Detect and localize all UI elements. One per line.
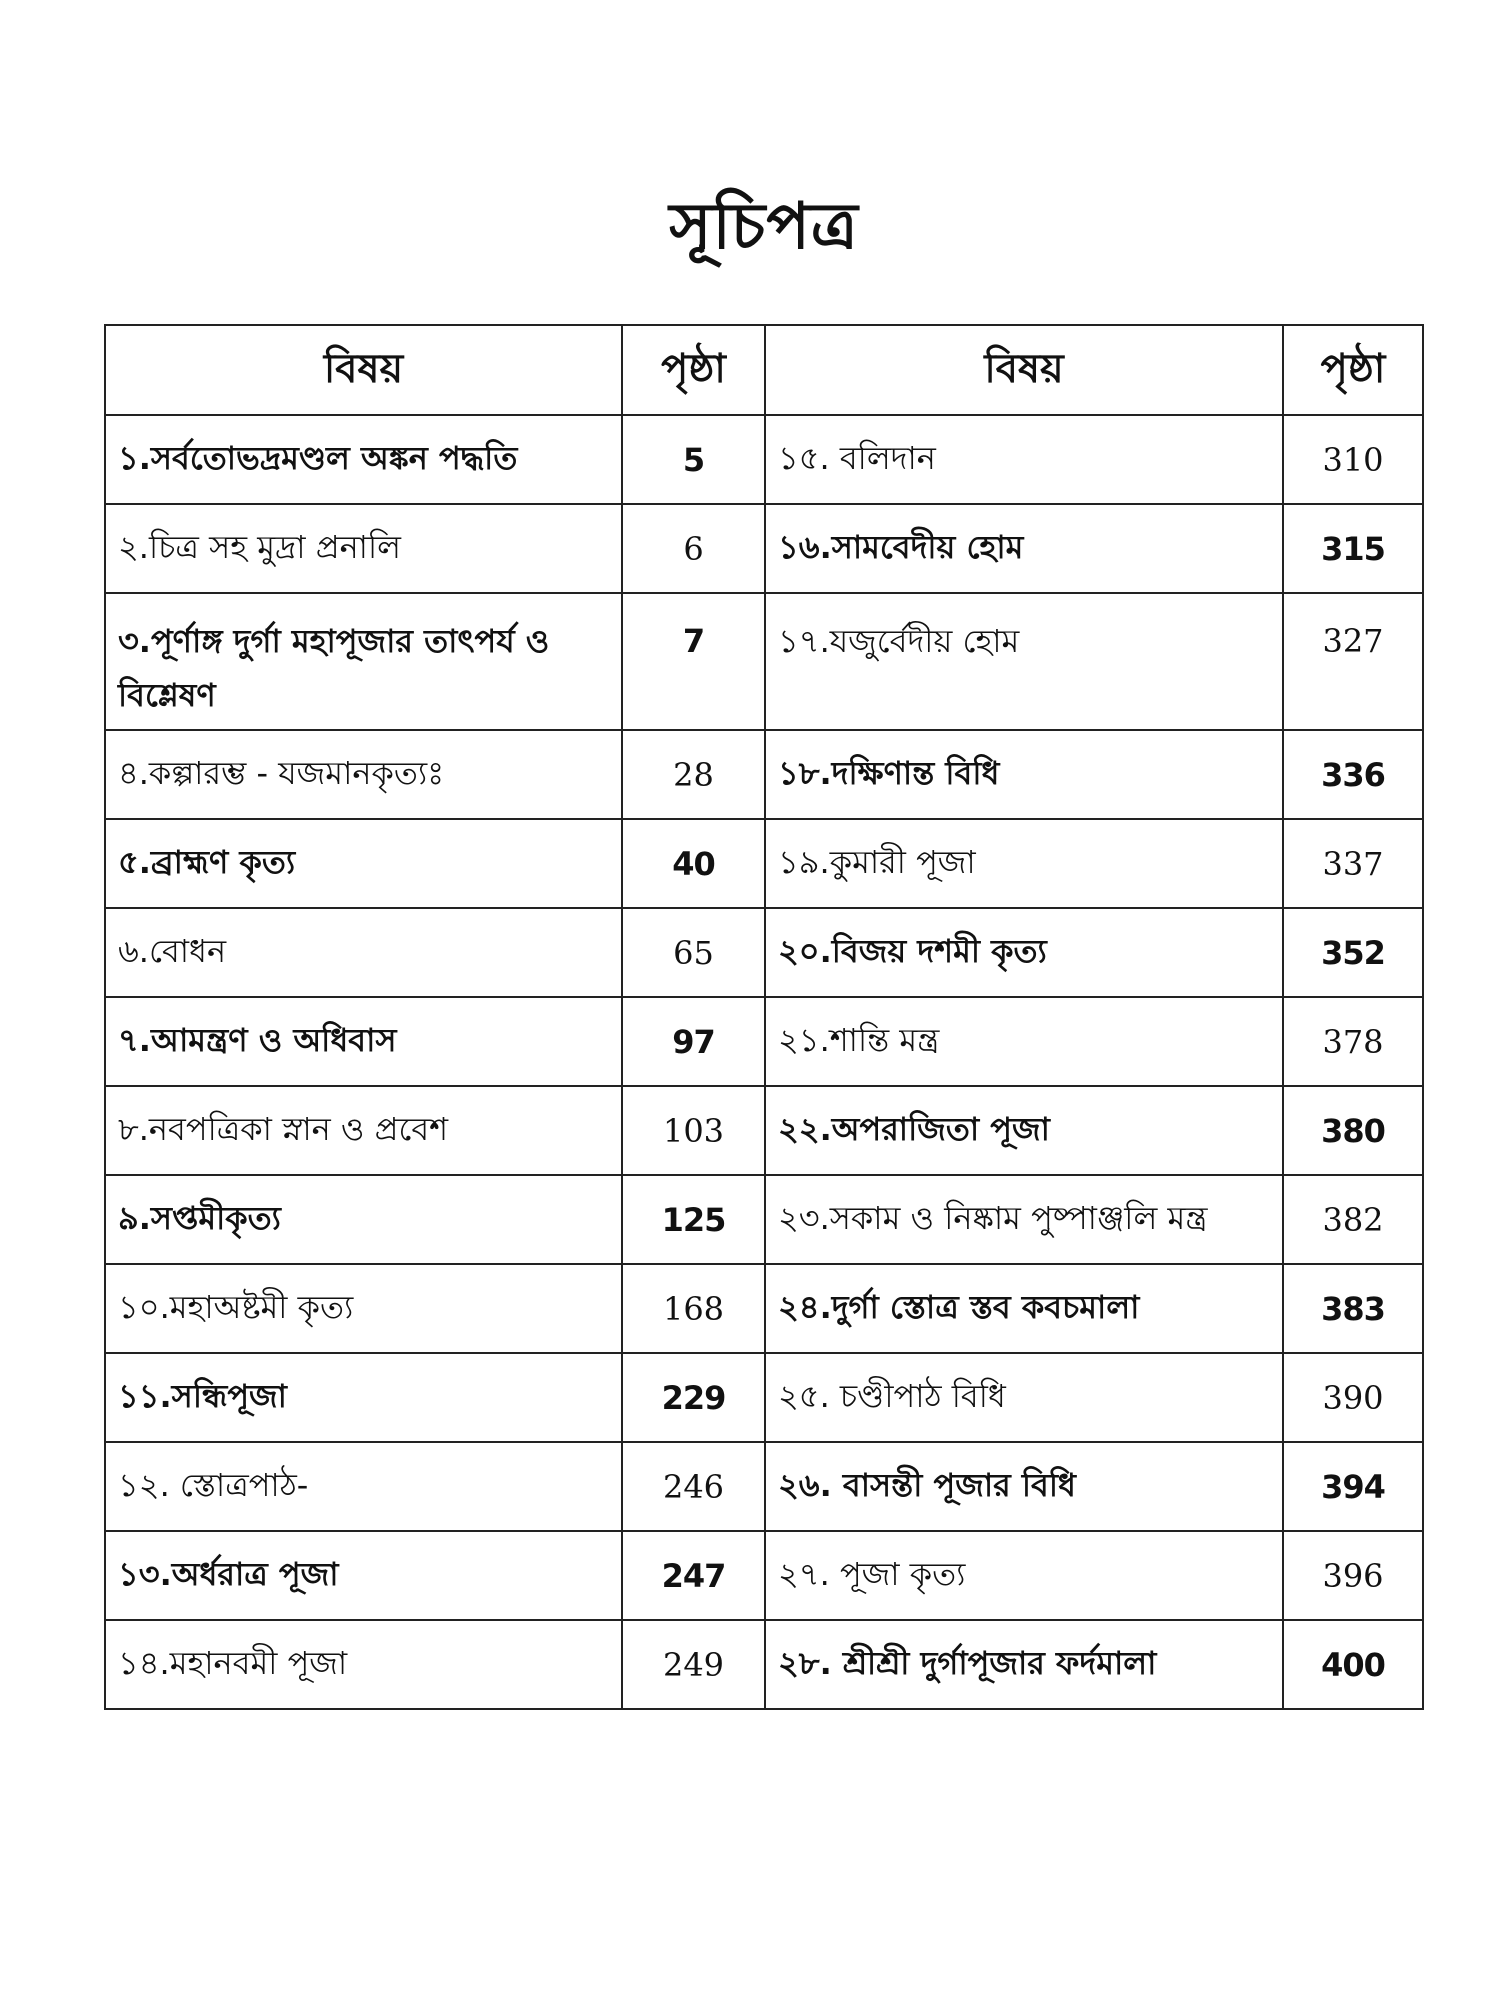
left-page-cell: 168 [622, 1264, 765, 1353]
right-topic-cell: ১৮.দক্ষিণান্ত বিধি [765, 730, 1283, 819]
left-page-cell: 28 [622, 730, 765, 819]
left-topic-cell: ৬.বোধন [105, 908, 622, 997]
right-page-cell: 310 [1283, 415, 1423, 504]
left-page-cell: 125 [622, 1175, 765, 1264]
right-page-cell: 352 [1283, 908, 1423, 997]
right-topic-cell: ২৫. চণ্ডীপাঠ বিধি [765, 1353, 1283, 1442]
table-row [105, 819, 1423, 908]
left-page-cell: 229 [622, 1353, 765, 1442]
right-topic-cell: ১৬.সামবেদীয় হোম [765, 504, 1283, 593]
table-row [105, 730, 1423, 819]
header-topic-left: বিষয় [105, 325, 622, 415]
right-page-cell: 394 [1283, 1442, 1423, 1531]
table-body [105, 415, 1423, 1709]
left-page-cell: 97 [622, 997, 765, 1086]
right-topic-cell: ১৭.যজুর্বেদীয় হোম [765, 593, 1283, 730]
right-topic-cell: ২৮. শ্রীশ্রী দুর্গাপূজার ফর্দমালা [765, 1620, 1283, 1709]
table-row [105, 415, 1423, 504]
left-topic-cell: ১৩.অর্ধরাত্র পূজা [105, 1531, 622, 1620]
table-row [105, 1175, 1423, 1264]
right-page-cell: 336 [1283, 730, 1423, 819]
left-topic-cell: ১০.মহাঅষ্টমী কৃত্য [105, 1264, 622, 1353]
right-page-cell: 382 [1283, 1175, 1423, 1264]
left-page-cell: 247 [622, 1531, 765, 1620]
left-topic-cell: ৪.কল্পারম্ভ - যজমানকৃত্যঃ [105, 730, 622, 819]
left-topic-cell: ১২. স্তোত্রপাঠ- [105, 1442, 622, 1531]
left-topic-cell: ২.চিত্র সহ মুদ্রা প্রনালি [105, 504, 622, 593]
left-topic-cell: ৩.পূর্ণাঙ্গ দুর্গা মহাপূজার তাৎপর্য ও বিশ্লেষণ [105, 593, 622, 730]
right-topic-cell: ২১.শান্তি মন্ত্র [765, 997, 1283, 1086]
left-page-cell: 65 [622, 908, 765, 997]
right-page-cell: 400 [1283, 1620, 1423, 1709]
right-page-cell: 390 [1283, 1353, 1423, 1442]
page-title: সূচিপত্র [669, 190, 859, 264]
left-page-cell: 5 [622, 415, 765, 504]
table-row [105, 997, 1423, 1086]
table-row [105, 1442, 1423, 1531]
left-topic-cell: ৭.আমন্ত্রণ ও অধিবাস [105, 997, 622, 1086]
table-row [105, 1353, 1423, 1442]
left-page-cell: 249 [622, 1620, 765, 1709]
right-topic-cell: ২০.বিজয় দশমী কৃত্য [765, 908, 1283, 997]
table-row [105, 1264, 1423, 1353]
table-row [105, 908, 1423, 997]
right-page-cell: 378 [1283, 997, 1423, 1086]
header-topic-right: বিষয় [765, 325, 1283, 415]
left-page-cell: 6 [622, 504, 765, 593]
right-topic-cell: ২৩.সকাম ও নিষ্কাম পুষ্পাঞ্জলি মন্ত্র [765, 1175, 1283, 1264]
right-page-cell: 383 [1283, 1264, 1423, 1353]
left-topic-cell: ১.সর্বতোভদ্রমণ্ডল অঙ্কন পদ্ধতি [105, 415, 622, 504]
right-page-cell: 380 [1283, 1086, 1423, 1175]
right-page-cell: 315 [1283, 504, 1423, 593]
table-row [105, 1620, 1423, 1709]
right-topic-cell: ২২.অপরাজিতা পূজা [765, 1086, 1283, 1175]
header-page-left: পৃষ্ঠা [622, 325, 765, 415]
table-row [105, 504, 1423, 593]
right-page-cell: 337 [1283, 819, 1423, 908]
table-header-row [105, 325, 1423, 415]
left-page-cell: 7 [622, 593, 765, 730]
left-topic-cell: ৯.সপ্তমীকৃত্য [105, 1175, 622, 1264]
right-topic-cell: ১৫. বলিদান [765, 415, 1283, 504]
table-row [105, 593, 1423, 730]
left-topic-cell: ৫.ব্রাহ্মণ কৃত্য [105, 819, 622, 908]
right-page-cell: 396 [1283, 1531, 1423, 1620]
right-topic-cell: ২৪.দুর্গা স্তোত্র স্তব কবচমালা [765, 1264, 1283, 1353]
table-row [105, 1531, 1423, 1620]
right-topic-cell: ২৬. বাসন্তী পূজার বিধি [765, 1442, 1283, 1531]
table-of-contents [104, 324, 1424, 1710]
left-topic-cell: ৮.নবপত্রিকা স্নান ও প্রবেশ [105, 1086, 622, 1175]
left-page-cell: 103 [622, 1086, 765, 1175]
right-topic-cell: ২৭. পূজা কৃত্য [765, 1531, 1283, 1620]
left-topic-cell: ১১.সন্ধিপূজা [105, 1353, 622, 1442]
header-page-right: পৃষ্ঠা [1283, 325, 1423, 415]
left-page-cell: 246 [622, 1442, 765, 1531]
table-row [105, 1086, 1423, 1175]
right-page-cell: 327 [1283, 593, 1423, 730]
left-page-cell: 40 [622, 819, 765, 908]
right-topic-cell: ১৯.কুমারী পূজা [765, 819, 1283, 908]
left-topic-cell: ১৪.মহানবমী পূজা [105, 1620, 622, 1709]
